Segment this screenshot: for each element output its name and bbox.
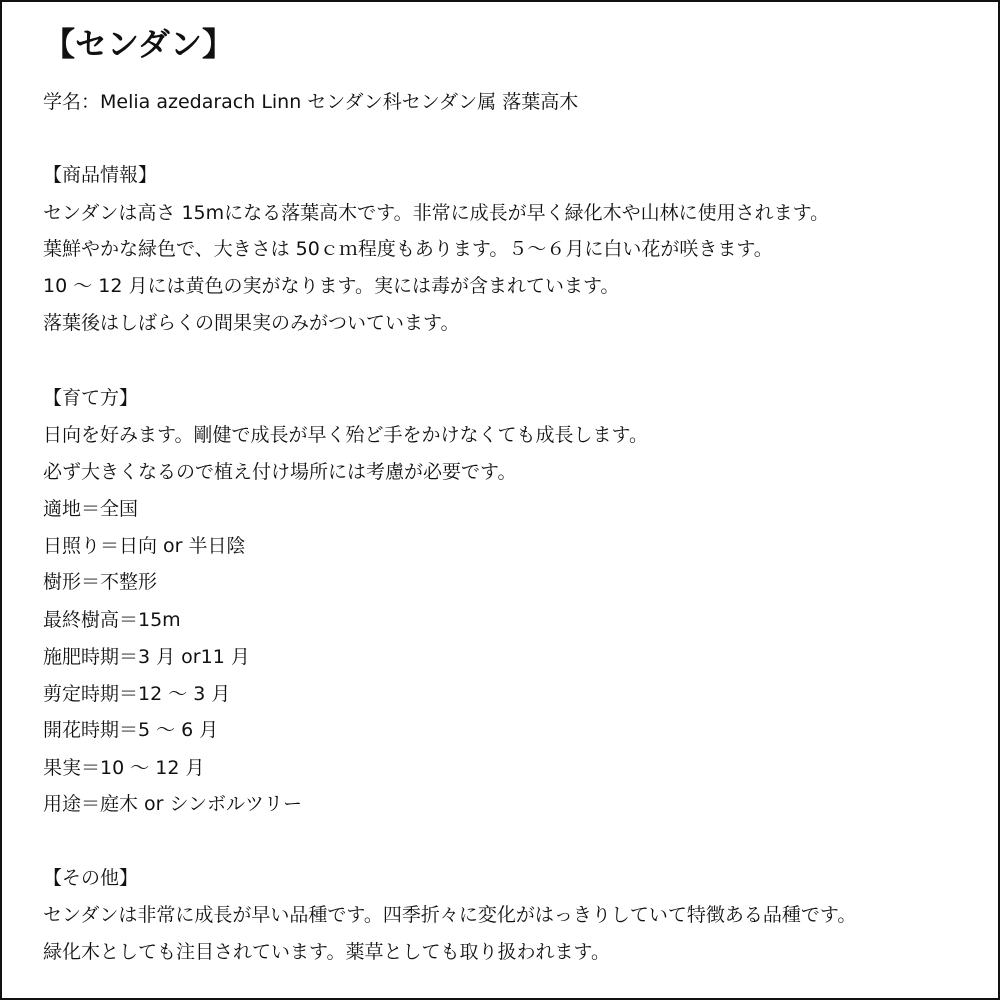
growing-spec: 日照り＝日向 or 半日陰 [43,535,246,557]
growing-line: 日向を好みます。剛健で成長が早く殆ど手をかけなくても成長します。 [43,424,648,446]
growing-line: 必ず大きくなるので植え付け場所には考慮が必要です。 [43,461,517,483]
product-info-line: 落葉後はしばらくの間果実のみがついています。 [43,312,460,334]
growing-spec: 施肥時期＝3 月 or11 月 [43,646,250,668]
page-title: 【センダン】 [43,25,235,63]
growing-spec: 適地＝全国 [43,498,139,520]
product-info-line: 10 ～ 12 月には黄色の実がなります。実には毒が含まれています。 [43,275,620,297]
scientific-name: 学名：Melia azedarach Linn センダン科センダン属 落葉高木 [43,91,579,113]
growing-spec: 開花時期＝5 ～ 6 月 [43,719,219,741]
section-heading-product-info: 【商品情報】 [43,164,158,186]
section-heading-other: 【その他】 [43,867,139,889]
growing-spec: 剪定時期＝12 ～ 3 月 [43,683,231,705]
growing-spec: 用途＝庭木 or シンボルツリー [43,793,303,815]
product-info-line: センダンは高さ 15mになる落葉高木です。非常に成長が早く緑化木や山林に使用されます。 [43,202,830,224]
other-line: センダンは非常に成長が早い品種です。四季折々に変化がはっきりしていて特徴ある品種です。 [43,904,857,926]
section-heading-growing: 【育て方】 [43,387,139,409]
growing-spec: 最終樹高＝15m [43,609,181,631]
other-line: 緑化木としても注目されています。薬草としても取り扱われます。 [43,941,610,963]
growing-spec: 樹形＝不整形 [43,571,158,593]
product-info-line: 葉鮮やかな緑色で、大きさは 50ｃｍ程度もあります。５～６月に白い花が咲きます。 [43,238,773,260]
growing-spec: 果実＝10 ～ 12 月 [43,757,205,779]
